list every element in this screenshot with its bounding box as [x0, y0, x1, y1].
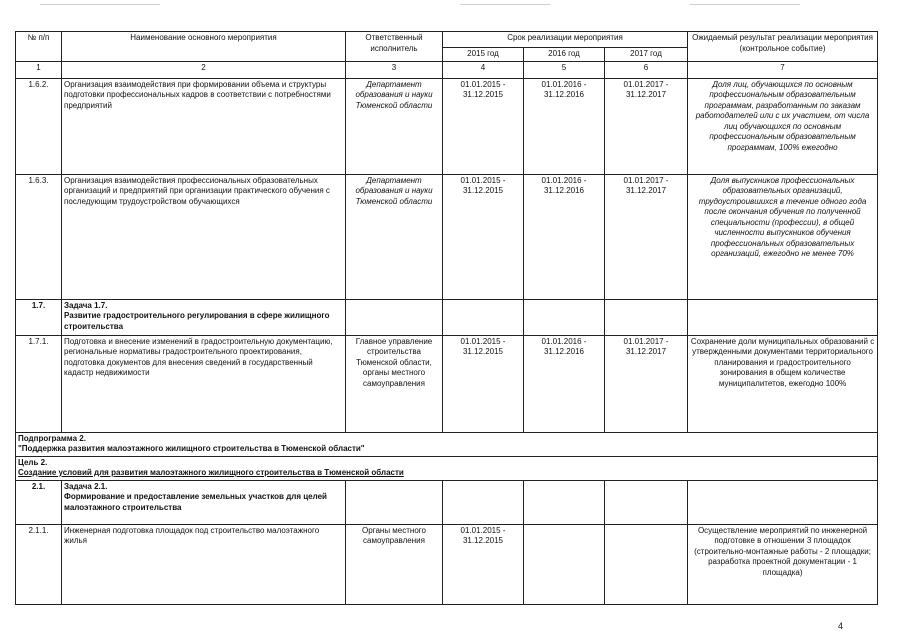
responsible-executor: Департамент образования и науки Тюменской области — [346, 78, 443, 174]
table-row — [16, 78, 878, 174]
table-row — [16, 174, 878, 299]
col-header-2017: 2017 год — [605, 48, 688, 62]
table-row — [16, 524, 878, 604]
expected-result: Сохранение доли муниципальных образований с утвержденными документами территориального планирования и градостроительного зонирования в общем количестве муниципалитетов, ежегодно 100% — [688, 335, 878, 432]
col-header-period: Срок реализации мероприятия — [443, 32, 688, 48]
row-number: 2.1. — [16, 480, 62, 524]
row-number: 2.1.1. — [16, 524, 62, 604]
col-header-result: Ожидаемый результат реализации мероприятия (контрольное событие) — [688, 32, 878, 62]
expected-result: Доля выпускников профессиональных образовательных организаций, трудоустроившихся в течение одного года после окончания обучения по полученной специальности (профессии), в общей численности выпускников обучения профессиональных образовательных организаций, ежегодно не менее 70% — [688, 174, 878, 299]
goal-label: Цель 2. — [18, 457, 48, 467]
empty-cell — [443, 480, 524, 524]
period-2017: 01.01.2017 - 31.12.2017 — [605, 335, 688, 432]
subprogram-title: "Поддержка развития малоэтажного жилищного строительства в Тюменской области" — [18, 444, 365, 453]
expected-result: Доля лиц, обучающихся по основным профессиональным образовательным программам, разработанным по заказам работодателей или с их участием, от числа лиц обучающихся по основным профессиональным образовательным программам, 100% ежегодно — [688, 78, 878, 174]
col-header-2016: 2016 год — [524, 48, 605, 62]
goal-title: Создание условий для развития малоэтажного жилищного строительства в Тюменской области — [18, 468, 404, 477]
table-row — [16, 335, 878, 432]
task-label: Задача 1.7. — [64, 300, 108, 310]
activity-name: Подготовка и внесение изменений в градостроительную документацию, региональные нормативы градостроительного проектирования, подготовка документов для внесения сведений в государственный кадастр недвижимости — [62, 335, 346, 432]
task-row — [16, 299, 878, 335]
column-number-row — [16, 61, 878, 78]
table-header-row — [16, 32, 878, 48]
task-cell — [62, 480, 346, 524]
period-2015: 01.01.2015 - 31.12.2015 — [443, 335, 524, 432]
empty-cell — [524, 299, 605, 335]
task-text: Развитие градостроительного регулирования в сфере жилищного строительства — [64, 311, 330, 331]
period-2017: 01.01.2017 - 31.12.2017 — [605, 78, 688, 174]
col-header-name: Наименование основного мероприятия — [62, 32, 346, 62]
activity-name: Организация взаимодействия профессиональных образовательных организаций и предприятий при организации практического обучения с последующим трудоустройством обучающихся — [62, 174, 346, 299]
period-2015: 01.01.2015 - 31.12.2015 — [443, 174, 524, 299]
col-header-responsible: Ответственный исполнитель — [346, 32, 443, 62]
activity-name: Инженерная подготовка площадок под строительство малоэтажного жилья — [62, 524, 346, 604]
empty-cell — [605, 299, 688, 335]
row-number: 1.6.3. — [16, 174, 62, 299]
scan-edge-line — [40, 4, 160, 5]
empty-cell — [443, 299, 524, 335]
empty-cell — [524, 480, 605, 524]
task-cell — [62, 299, 346, 335]
empty-cell — [688, 299, 878, 335]
row-number: 1.7. — [16, 299, 62, 335]
subprogram-row — [16, 432, 878, 456]
col-number: 1 — [16, 61, 62, 78]
task-label: Задача 2.1. — [64, 481, 108, 491]
task-text: Формирование и предоставление земельных участков для целей малоэтажного строительства — [64, 492, 327, 512]
scan-edge-line — [460, 4, 550, 5]
period-2016: 01.01.2016 - 31.12.2016 — [524, 174, 605, 299]
empty-cell — [688, 480, 878, 524]
goal-cell — [16, 456, 878, 480]
goal-row — [16, 456, 878, 480]
subprogram-label: Подпрограмма 2. — [18, 433, 86, 443]
empty-cell — [605, 480, 688, 524]
period-2016 — [524, 524, 605, 604]
page-number: 4 — [838, 621, 844, 631]
col-header-2015: 2015 год — [443, 48, 524, 62]
scan-edge-line — [690, 4, 800, 5]
task-row — [16, 480, 878, 524]
period-2017: 01.01.2017 - 31.12.2017 — [605, 174, 688, 299]
period-2016: 01.01.2016 - 31.12.2016 — [524, 335, 605, 432]
period-2015: 01.01.2015 - 31.12.2015 — [443, 524, 524, 604]
col-number: 6 — [605, 61, 688, 78]
col-number: 2 — [62, 61, 346, 78]
empty-cell — [346, 299, 443, 335]
period-2017 — [605, 524, 688, 604]
row-number: 1.7.1. — [16, 335, 62, 432]
responsible-executor: Органы местного самоуправления — [346, 524, 443, 604]
subprogram-cell — [16, 432, 878, 456]
activities-table — [15, 31, 878, 605]
responsible-executor: Департамент образования и науки Тюменской области — [346, 174, 443, 299]
col-number: 4 — [443, 61, 524, 78]
row-number: 1.6.2. — [16, 78, 62, 174]
col-header-num: № п/п — [16, 32, 62, 62]
responsible-executor: Главное управление строительства Тюменской области, органы местного самоуправления — [346, 335, 443, 432]
col-number: 7 — [688, 61, 878, 78]
col-number: 3 — [346, 61, 443, 78]
activity-name: Организация взаимодействия при формировании объема и структуры подготовки профессиональных кадров в соответствии с потребностями предприятий — [62, 78, 346, 174]
period-2015: 01.01.2015 - 31.12.2015 — [443, 78, 524, 174]
expected-result: Осуществление мероприятий по инженерной подготовке в отношении 3 площадок (строительно-монтажные работы - 2 площадки; разработка проектной документации - 1 площадка) — [688, 524, 878, 604]
empty-cell — [346, 480, 443, 524]
period-2016: 01.01.2016 - 31.12.2016 — [524, 78, 605, 174]
col-number: 5 — [524, 61, 605, 78]
